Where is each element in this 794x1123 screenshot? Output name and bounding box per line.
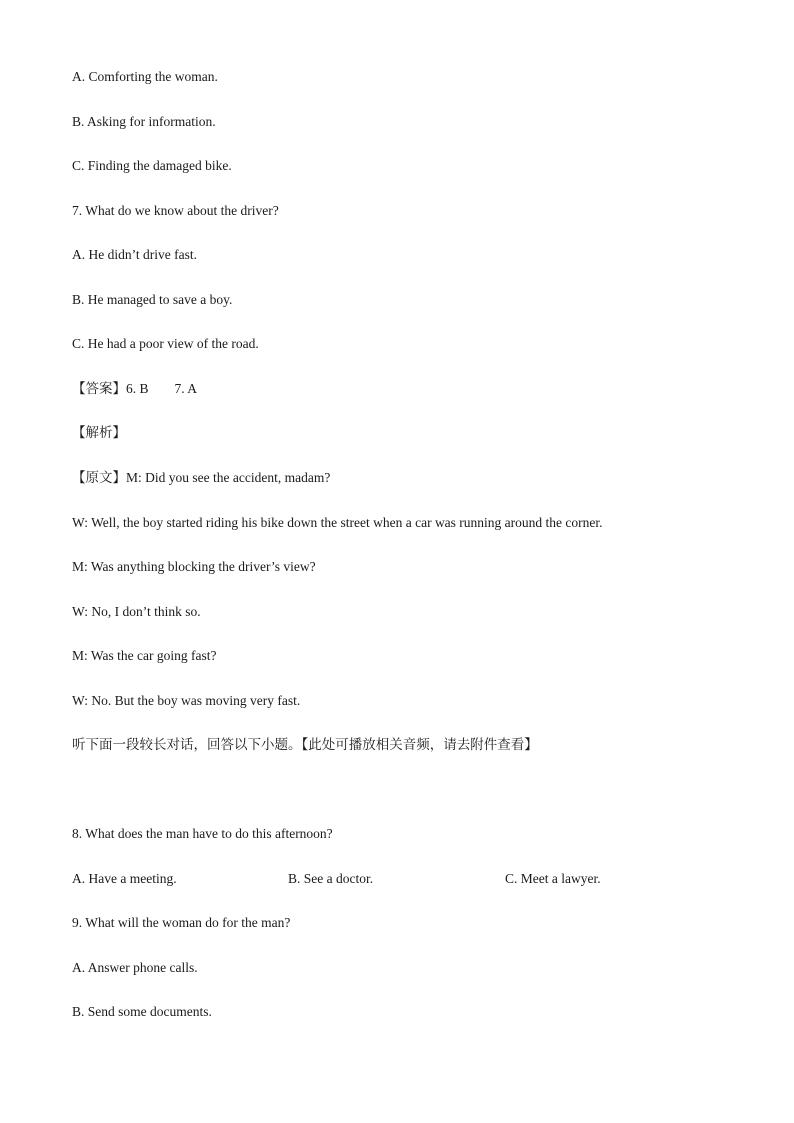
q6-option-b: B. Asking for information. <box>72 114 216 129</box>
transcript-line-1: W: Well, the boy started riding his bike down the street when a car was running around the corner. <box>72 515 603 530</box>
q9-question: 9. What will the woman do for the man? <box>72 915 291 930</box>
answer-label: 【答案】 <box>72 381 126 397</box>
transcript-line-0: M: Did you see the accident, madam? <box>126 470 331 485</box>
q7-option-a: A. He didn’t drive fast. <box>72 247 197 262</box>
q7-question: 7. What do we know about the driver? <box>72 203 279 218</box>
q8-option-b: B. See a doctor. <box>288 871 374 886</box>
q8-option-a: A. Have a meeting. <box>72 871 177 886</box>
q7-option-c: C. He had a poor view of the road. <box>72 336 259 351</box>
q6-option-a: A. Comforting the woman. <box>72 69 218 84</box>
transcript-line-5: W: No. But the boy was moving very fast. <box>72 693 301 708</box>
listening-instruction: 听下面一段较长对话，回答以下小题。【此处可播放相关音频，请去附件查看】 <box>72 737 538 753</box>
transcript-line-4: M: Was the car going fast? <box>72 648 217 663</box>
transcript-first-line <box>72 469 330 487</box>
q7-option-b: B. He managed to save a boy. <box>72 292 233 307</box>
q8-question: 8. What does the man have to do this afternoon? <box>72 826 333 841</box>
analysis-label: 【解析】 <box>72 425 126 441</box>
transcript-line-2: M: Was anything blocking the driver’s view? <box>72 559 316 574</box>
q9-option-a: A. Answer phone calls. <box>72 960 198 975</box>
q6-option-c: C. Finding the damaged bike. <box>72 158 232 173</box>
q8-option-c: C. Meet a lawyer. <box>505 871 601 886</box>
answer-line <box>72 380 197 398</box>
answer-q7: 7. A <box>174 381 198 396</box>
q8-options <box>72 870 722 888</box>
transcript-line-3: W: No, I don’t think so. <box>72 604 201 619</box>
answer-q6: 6. B <box>126 381 149 396</box>
q9-option-b: B. Send some documents. <box>72 1004 212 1019</box>
transcript-label: 【原文】 <box>72 470 126 486</box>
